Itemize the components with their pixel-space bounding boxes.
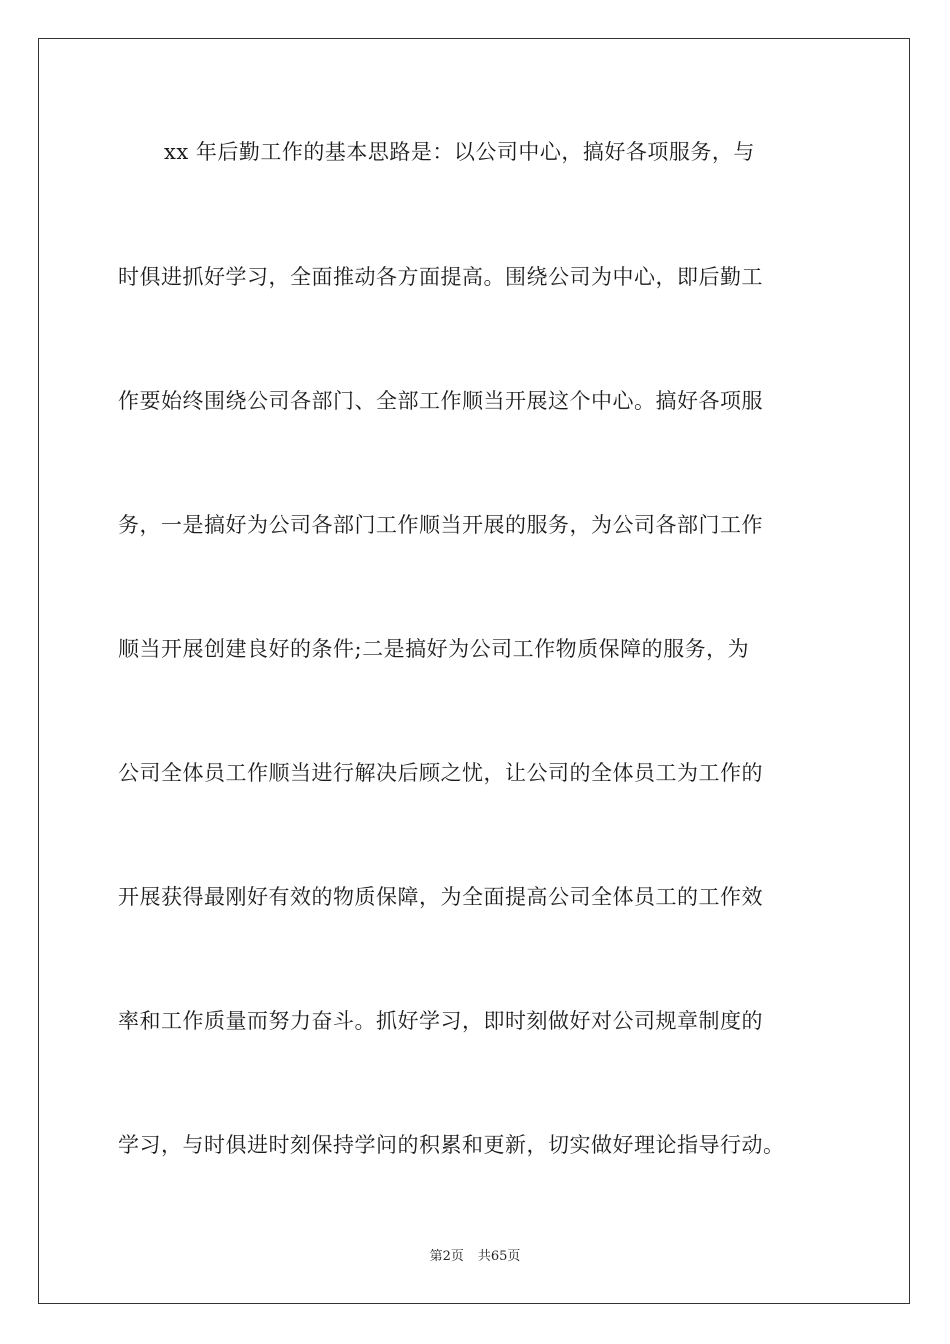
total-pages: 共65页 [477,1249,521,1264]
paragraph-line: 时俱进抓好学习，全面推动各方面提高。围绕公司为中心，即后勤工 [118,265,763,289]
paragraph-line: 顺当开展创建良好的条件;二是搞好为公司工作物质保障的服务，为 [118,637,750,661]
page-number: 第2页 [429,1249,464,1264]
paragraph-line: 率和工作质量而努力奋斗。抓好学习，即时刻做好对公司规章制度的 [118,1009,763,1033]
paragraph-line: 开展获得最刚好有效的物质保障，为全面提高公司全体员工的工作效 [118,885,763,909]
page-footer [0,1248,950,1266]
paragraph-line: 公司全体员工作顺当进行解决后顾之忧，让公司的全体员工为工作的 [118,761,763,785]
paragraph-line: xx 年后勤工作的基本思路是：以公司中心，搞好各项服务，与 [164,140,755,164]
paragraph-line: 作要始终围绕公司各部门、全部工作顺当开展这个中心。搞好各项服 [118,389,763,413]
paragraph-line: 学习，与时俱进时刻保持学问的积累和更新，切实做好理论指导行动。 [118,1133,785,1157]
page-border [38,38,910,1304]
paragraph-line: 务，一是搞好为公司各部门工作顺当开展的服务，为公司各部门工作 [118,513,763,537]
